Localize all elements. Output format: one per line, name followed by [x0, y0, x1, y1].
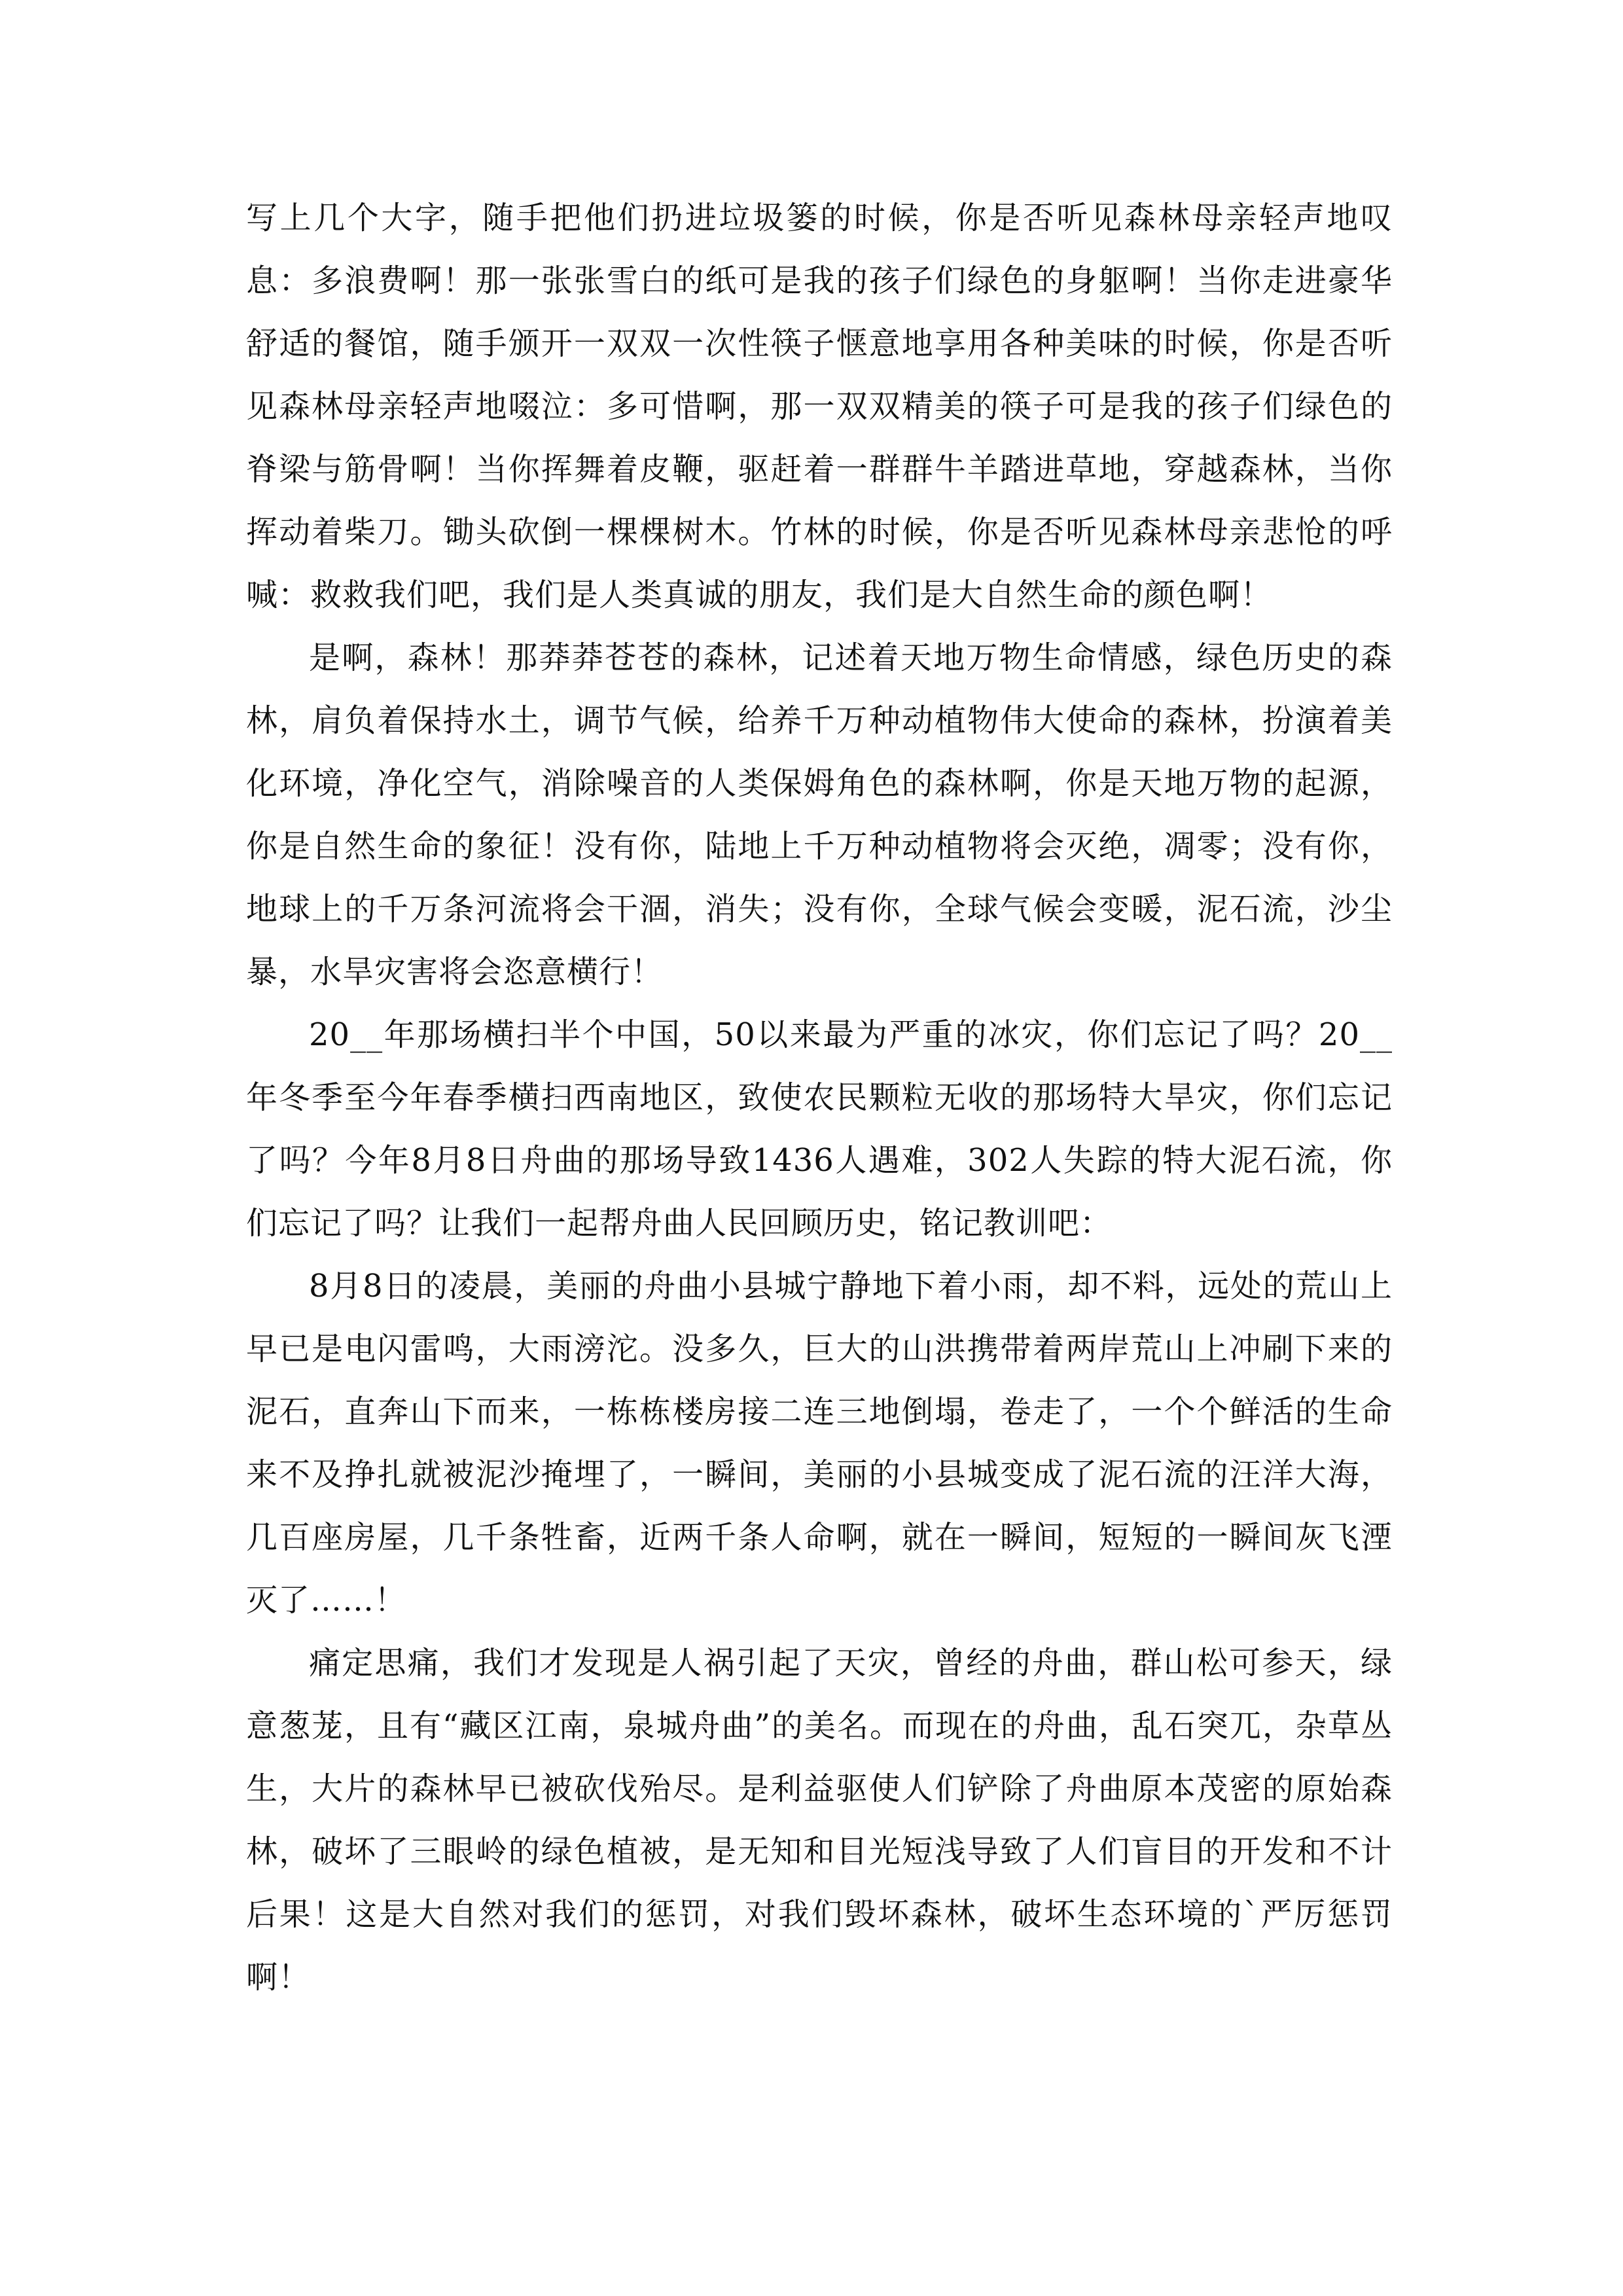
paragraph-2: 是啊，森林！那莽莽苍苍的森林，记述着天地万物生命情感，绿色历史的森林，肩负着保持水土，调节气候，给养千万种动植物伟大使命的森林，扮演着美化环境，净化空气，消除噪音的人类保姆角色的森林啊，你是天地万物的起源，你是自然生命的象征！没有你，陆地上千万种动植物将会灭绝，凋零；没有你，地球上的千万条河流将会干涸，消失；没有你，全球气候会变暖，泥石流，沙尘暴，水旱灾害将会恣意横行！	[246, 639, 1393, 990]
paragraph-3: 20__年那场横扫半个中国，50以来最为严重的冰灾，你们忘记了吗？20__年冬季至今年春季横扫西南地区，致使农民颗粒无收的那场特大旱灾，你们忘记了吗？今年8月8日舟曲的那场导致1436人遇难，302人失踪的特大泥石流，你们忘记了吗？让我们一起帮舟曲人民回顾历史，铭记教训吧：	[246, 1016, 1393, 1242]
document-body	[246, 187, 1393, 2009]
paragraph-5: 痛定思痛，我们才发现是人祸引起了天灾，曾经的舟曲，群山松可参天，绿意葱茏，且有“藏区江南，泉城舟曲”的美名。而现在的舟曲，乱石突兀，杂草丛生，大片的森林早已被砍伐殆尽。是利益驱使人们铲除了舟曲原本茂密的原始森林，破坏了三眼岭的绿色植被，是无知和目光短浅导致了人们盲目的开发和不计后果！这是大自然对我们的惩罚，对我们毁坏森林，破坏生态环境的`严厉惩罚啊！	[246, 1645, 1393, 1996]
paragraph-1: 写上几个大字，随手把他们扔进垃圾篓的时候，你是否听见森林母亲轻声地叹息：多浪费啊！那一张张雪白的纸可是我的孩子们绿色的身躯啊！当你走进豪华舒适的餐馆，随手颁开一双双一次性筷子惬意地享用各种美味的时候，你是否听见森林母亲轻声地啜泣：多可惜啊，那一双双精美的筷子可是我的孩子们绿色的脊梁与筋骨啊！当你挥舞着皮鞭，驱赶着一群群牛羊踏进草地，穿越森林，当你挥动着柴刀。锄头砍倒一棵棵树木。竹林的时候，你是否听见森林母亲悲怆的呼喊：救救我们吧，我们是人类真诚的朋友，我们是大自然生命的颜色啊！	[246, 200, 1393, 613]
paragraph-4: 8月8日的凌晨，美丽的舟曲小县城宁静地下着小雨，却不料，远处的荒山上早已是电闪雷鸣，大雨滂沱。没多久，巨大的山洪携带着两岸荒山上冲刷下来的泥石，直奔山下而来，一栋栋楼房接二连三地倒塌，卷走了，一个个鲜活的生命来不及挣扎就被泥沙掩埋了，一瞬间，美丽的小县城变成了泥石流的汪洋大海，几百座房屋，几千条牲畜，近两千条人命啊，就在一瞬间，短短的一瞬间灰飞湮灭了……！	[246, 1268, 1393, 1619]
